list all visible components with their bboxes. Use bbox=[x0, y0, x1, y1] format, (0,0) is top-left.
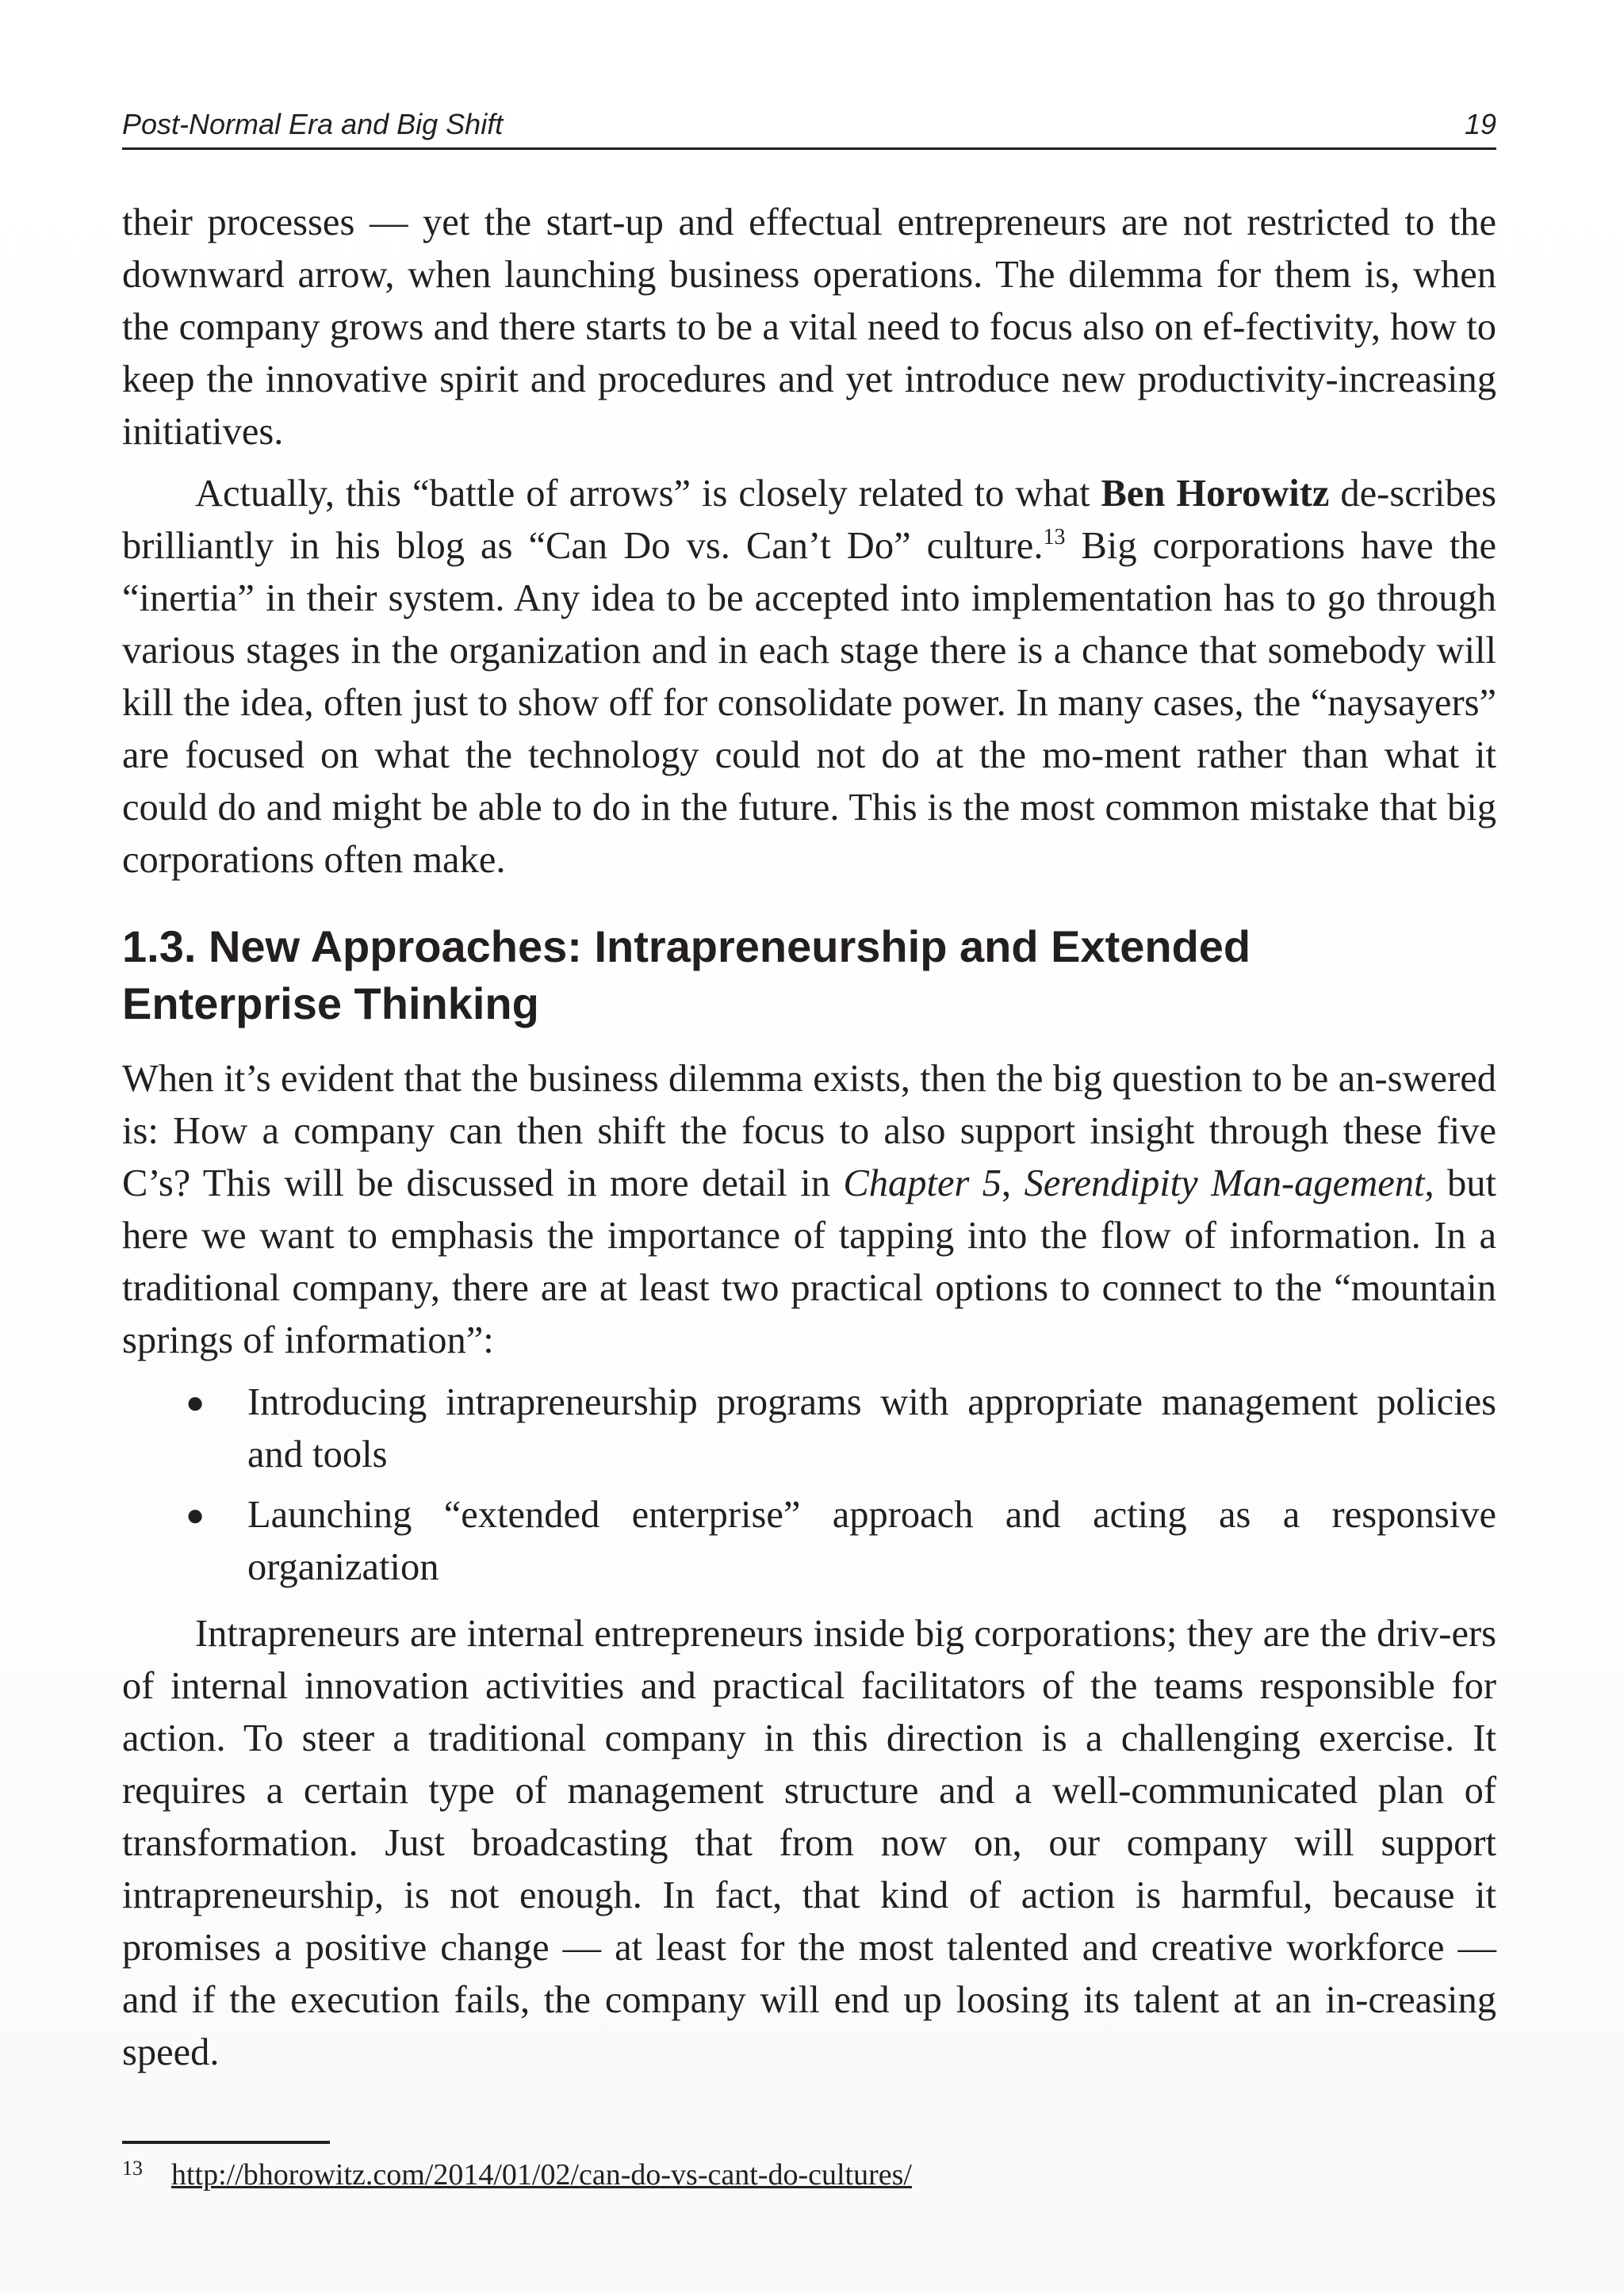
list-item bbox=[122, 1376, 1496, 1481]
paragraph-horowitz-mid: de-scribes brilliantly in his blog as “Can Do vs. Can’t Do” culture. bbox=[122, 473, 1496, 567]
list-item-text: Introducing intrapreneurship programs with appropriate management policies and tools bbox=[247, 1381, 1496, 1476]
footnote-link[interactable]: http://bhorowitz.com/2014/01/02/can-do-vs-cant-do-cultures/ bbox=[171, 2158, 912, 2192]
footnote bbox=[122, 2149, 912, 2195]
footnote-number: 13 bbox=[122, 2157, 143, 2180]
page-number: 19 bbox=[1464, 108, 1496, 140]
paragraph-horowitz-rest: Big corporations have the “inertia” in their system. Any idea to be accepted into implementation has to go through various stages in the organization and in each stage there is a chance that somebody will kill the idea, often just to show off for consolidate power. In many cases, the “naysayers” are focused on what the technology could not do at the mo-ment rather than what it could do and might be able to do in the future. This is the most common mistake that big corporations often make. bbox=[122, 525, 1496, 881]
body-text bbox=[122, 197, 1496, 2079]
comma: , bbox=[1002, 1162, 1025, 1204]
bullet-icon: ● bbox=[186, 1384, 205, 1420]
running-header-title: Post-Normal Era and Big Shift bbox=[122, 108, 504, 140]
list-item bbox=[122, 1489, 1496, 1594]
section-heading-line2: Enterprise Thinking bbox=[122, 978, 539, 1028]
section-heading-line1: 1.3. New Approaches: Intrapreneurship and Extended bbox=[122, 921, 1251, 971]
footnote-reference[interactable]: 13 bbox=[1043, 525, 1066, 549]
paragraph-dilemma-lead: When it’s evident that the business dilemma exists, then the big question to be an-swered is: How a company can then shift the focus to also support insight through these five C’s? This will be discussed in more detail in bbox=[122, 1058, 1496, 1204]
paragraph-horowitz bbox=[122, 468, 1496, 886]
paragraph-dilemma-rest: , but here we want to emphasis the importance of tapping into the flow of information. In a traditional company, there are at least two practical options to connect to the “mountain springs of information”: bbox=[122, 1162, 1497, 1361]
bullet-icon: ● bbox=[186, 1497, 205, 1533]
author-name-bold: Ben Horowitz bbox=[1101, 473, 1330, 515]
running-header bbox=[122, 100, 1496, 150]
footnote-divider bbox=[122, 2141, 330, 2144]
chapter-ref-italic: Chapter 5 bbox=[843, 1162, 1002, 1204]
paragraph-continuation: their processes — yet the start-up and effectual entrepreneurs are not restricted to the downward arrow, when launching business operations. The dilemma for them is, when the company grows and there starts to be a vital need to focus also on ef-fectivity, how to keep the innovative spirit and procedures and yet introduce new productivity-increasing initiatives. bbox=[122, 201, 1496, 453]
paragraph-dilemma bbox=[122, 1053, 1496, 1367]
chapter-title-italic: Serendipity Man-agement bbox=[1024, 1162, 1425, 1204]
paragraph-intrapreneurs: Intrapreneurs are internal entrepreneurs inside big corporations; they are the driv-ers of internal innovation activities and practical facilitators of the teams responsible for action. To steer a traditional company in this direction is a challenging exercise. It requires a certain type of management structure and a well-communicated plan of transformation. Just broadcasting that from now on, our company will support intrapreneurship, is not enough. In fact, that kind of action is harmful, because it promises a positive change — at least for the most talented and creative workforce — and if the execution fails, the company will end up loosing its talent at an in-creasing speed. bbox=[122, 1613, 1496, 2073]
paragraph-horowitz-lead: Actually, this “battle of arrows” is closely related to what bbox=[195, 473, 1101, 515]
section-heading bbox=[122, 918, 1496, 1032]
bullet-list bbox=[122, 1376, 1496, 1594]
list-item-text: Launching “extended enterprise” approach and acting as a responsive organization bbox=[247, 1494, 1496, 1588]
